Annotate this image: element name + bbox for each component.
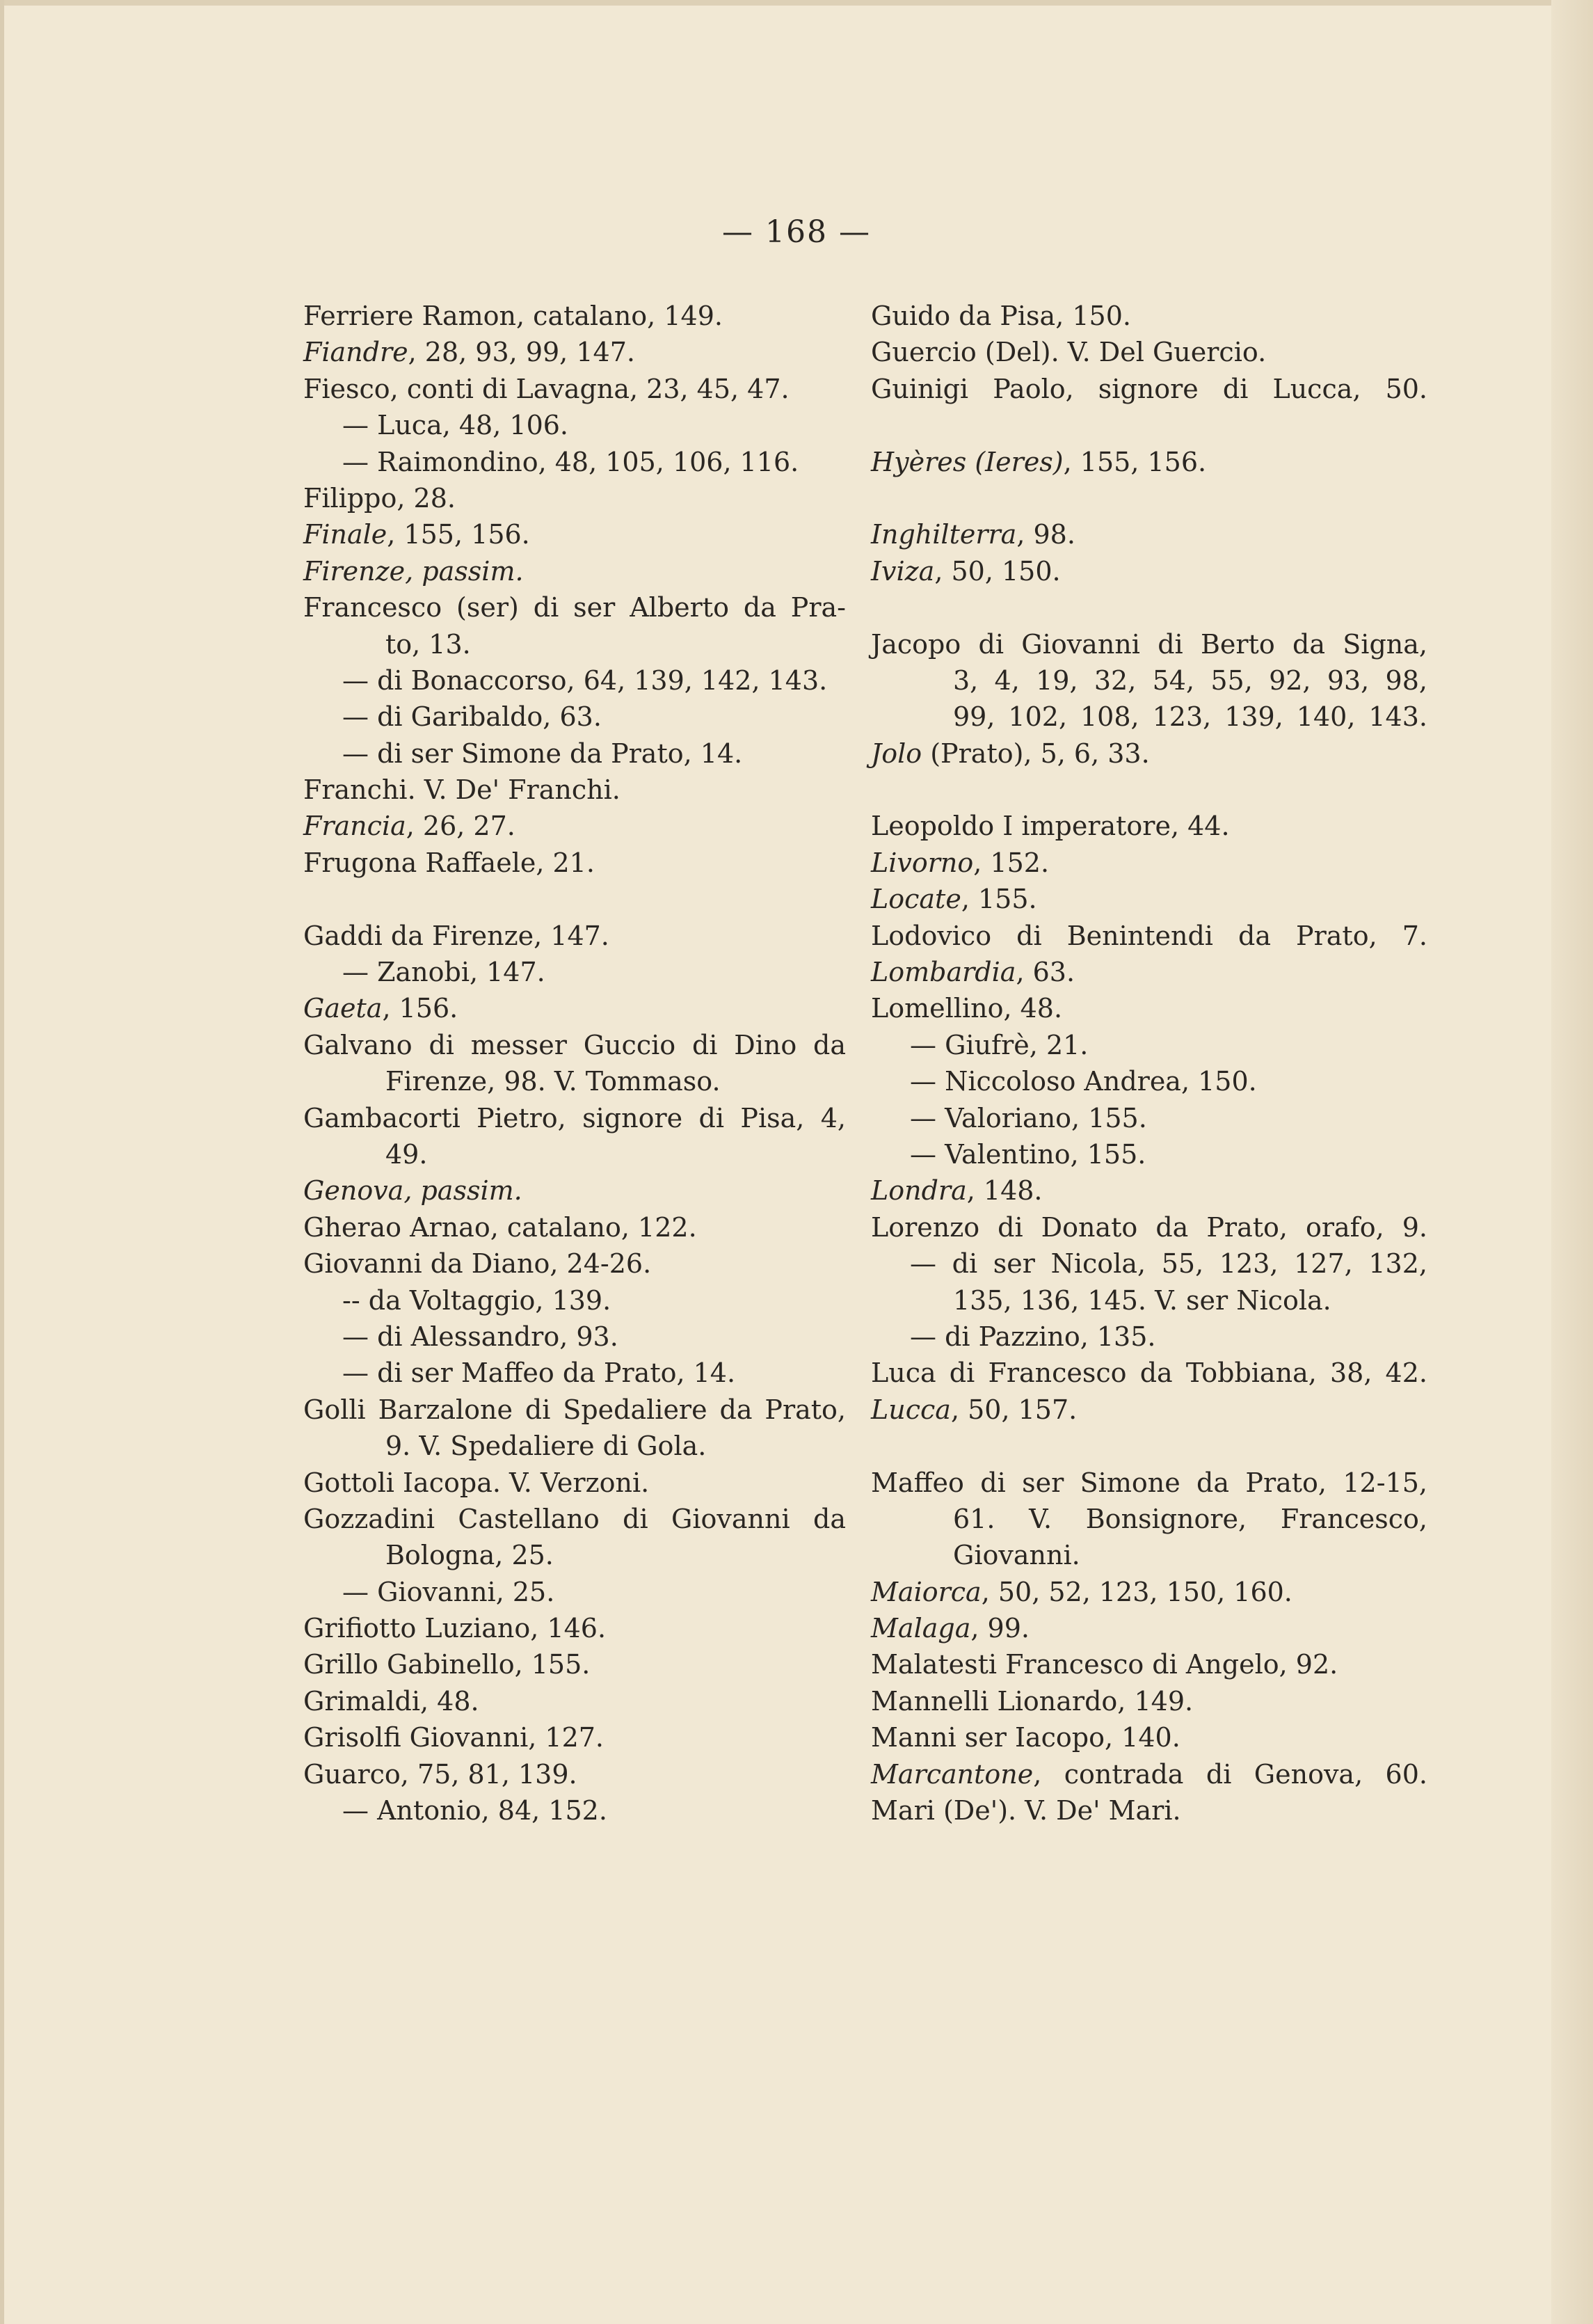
index-entry: Guercio (Del). V. Del Guercio.: [871, 337, 1267, 368]
index-place-name: Lombardia: [871, 957, 1016, 988]
index-entry: Giovanni da Diano, 24-26.: [303, 1248, 652, 1280]
index-entry: Frugona Raffaele, 21.: [303, 847, 595, 878]
section-gap: [871, 772, 1427, 808]
index-subentry: — Antonio, 84, 152.: [342, 1795, 607, 1826]
section-gap: [871, 1428, 1427, 1464]
page-edge-top: [0, 0, 1593, 6]
index-subentry: — di ser Simone da Prato, 14.: [342, 738, 743, 769]
index-references: , 98.: [1016, 519, 1075, 550]
index-entry: Galvano di messer Guccio di Dino da: [303, 1029, 846, 1060]
page-edge-right: [1551, 0, 1593, 2324]
index-entry-continuation: Giovanni.: [953, 1540, 1080, 1571]
index-subentry: — Luca, 48, 106.: [342, 410, 569, 441]
index-entry-continuation: 3, 4, 19, 32, 54, 55, 92, 93, 98,: [953, 664, 1427, 696]
index-entry: Manni ser Iacopo, 140.: [871, 1722, 1180, 1753]
index-entry: Grifiotto Luziano, 146.: [303, 1613, 607, 1644]
index-entry-continuation: 9. V. Spedaliere di Gola.: [385, 1431, 707, 1462]
section-gap: [871, 480, 1427, 516]
index-entry: Grisolfi Giovanni, 127.: [303, 1722, 605, 1753]
index-subentry: — di ser Nicola, 55, 123, 127, 132,: [910, 1248, 1427, 1280]
index-entry: Francesco (ser) di ser Alberto da Pra-: [303, 592, 846, 623]
index-place-name: Francia: [303, 811, 406, 842]
index-entry: Malatesti Francesco di Angelo, 92.: [871, 1649, 1338, 1680]
index-subentry: — Valoriano, 155.: [910, 1102, 1147, 1133]
index-entry: [303, 1172, 846, 1209]
index-entry: [871, 516, 1427, 552]
section-gap: [871, 407, 1427, 443]
index-place-name: Livorno: [871, 847, 974, 878]
index-entry: Lorenzo di Donato da Prato, orafo, 9.: [871, 1211, 1427, 1243]
index-place-name: Londra: [871, 1175, 967, 1207]
index-entry: Filippo, 28.: [303, 482, 456, 514]
index-entry: [871, 1610, 1427, 1646]
index-entry: Ferriere Ramon, catalano, 149.: [303, 301, 723, 331]
index-entry: [303, 553, 846, 589]
index-entry-continuation: 135, 136, 145. V. ser Nicola.: [953, 1284, 1331, 1316]
index-entry: [871, 845, 1427, 881]
index-place-name: Hyères (Ieres): [871, 446, 1064, 477]
index-entry: [871, 1574, 1427, 1610]
index-entry: [871, 444, 1427, 480]
index-place-name: Fiandre: [303, 337, 408, 368]
index-entry: Lomellino, 48.: [871, 993, 1063, 1024]
index-entry-continuation: Firenze, 98. V. Tommaso.: [385, 1066, 721, 1097]
index-place-name: Genova, passim.: [303, 1175, 522, 1207]
index-entry: Fiesco, conti di Lavagna, 23, 45, 47.: [303, 373, 790, 404]
index-place-name: Finale: [303, 519, 387, 550]
index-entry-continuation: Bologna, 25.: [385, 1540, 554, 1571]
index-references: , 156.: [382, 993, 458, 1024]
index-references: , 155.: [961, 884, 1037, 915]
index-entry: Guido da Pisa, 150.: [871, 301, 1131, 331]
index-entry: [303, 808, 846, 844]
index-entry-continuation: 99, 102, 108, 123, 139, 140, 143.: [953, 701, 1427, 733]
index-entry: Golli Barzalone di Spedaliere da Prato,: [303, 1394, 846, 1425]
index-entry-continuation: to, 13.: [385, 628, 471, 660]
index-entry: Leopoldo I imperatore, 44.: [871, 811, 1230, 842]
index-place-name: Lucca: [871, 1394, 951, 1425]
index-entry: Jacopo di Giovanni di Berto da Signa,: [871, 628, 1427, 660]
index-entry: [871, 553, 1427, 589]
index-entry: Franchi. V. De' Franchi.: [303, 774, 621, 806]
index-subentry: — di ser Maffeo da Prato, 14.: [342, 1358, 736, 1389]
index-references: , contrada di Genova, 60.: [1033, 1758, 1427, 1790]
index-subentry: — Giufrè, 21.: [910, 1029, 1089, 1060]
index-references: , 50, 150.: [934, 555, 1061, 587]
index-subentry: — di Garibaldo, 63.: [342, 701, 602, 733]
index-place-name: Maiorca: [871, 1576, 982, 1607]
index-subentry: — Zanobi, 147.: [342, 957, 545, 988]
index-entry: [303, 516, 846, 552]
index-place-name: Gaeta: [303, 993, 383, 1024]
index-entry: [303, 334, 846, 370]
index-references: , 50, 52, 123, 150, 160.: [981, 1576, 1292, 1607]
index-place-name: Locate: [871, 884, 961, 915]
index-entry: [871, 1392, 1427, 1428]
section-gap: [303, 881, 846, 917]
index-references: , 148.: [966, 1175, 1043, 1207]
index-subentry: — Raimondino, 48, 105, 106, 116.: [342, 446, 799, 477]
index-place-name: Malaga: [871, 1613, 971, 1644]
index-entry: Mannelli Lionardo, 149.: [871, 1685, 1194, 1717]
index-place-name: Jolo: [871, 738, 922, 769]
index-references: , 28, 93, 99, 147.: [408, 337, 635, 368]
page-number: — 168 —: [722, 214, 871, 250]
index-entry: [871, 735, 1427, 772]
index-entry: Guarco, 75, 81, 139.: [303, 1758, 577, 1790]
index-entry: Luca di Francesco da Tobbiana, 38, 42.: [871, 1358, 1427, 1389]
index-entry-continuation: 61. V. Bonsignore, Francesco,: [953, 1503, 1427, 1534]
index-entry: Guinigi Paolo, signore di Lucca, 50.: [871, 373, 1427, 404]
index-column-left: [303, 298, 846, 1829]
index-place-name: Inghilterra: [871, 519, 1017, 550]
index-place-name: Marcantone: [871, 1758, 1034, 1790]
index-subentry: — di Pazzino, 135.: [910, 1321, 1156, 1352]
index-subentry: -- da Voltaggio, 139.: [342, 1284, 611, 1316]
index-subentry: — Valentino, 155.: [910, 1138, 1146, 1170]
index-subentry: — Giovanni, 25.: [342, 1576, 555, 1607]
index-entry: [871, 1756, 1427, 1792]
index-references: , 155, 156.: [387, 519, 530, 550]
index-entry: [871, 881, 1427, 917]
index-entry: [871, 1172, 1427, 1209]
index-entry: Gozzadini Castellano di Giovanni da: [303, 1503, 846, 1534]
index-entry: Lodovico di Benintendi da Prato, 7.: [871, 920, 1427, 951]
index-entry: Mari (De'). V. De' Mari.: [871, 1795, 1181, 1826]
index-references: , 50, 157.: [950, 1394, 1078, 1425]
index-place-name: Firenze, passim.: [303, 555, 524, 587]
index-entry: [871, 954, 1427, 990]
page-edge-left: [0, 0, 4, 2324]
index-entry: Maffeo di ser Simone da Prato, 12-15,: [871, 1467, 1427, 1498]
index-references: (Prato), 5, 6, 33.: [922, 738, 1150, 769]
index-entry: Gottoli Iacopa. V. Verzoni.: [303, 1467, 650, 1498]
index-entry: [303, 990, 846, 1026]
index-subentry: — Niccoloso Andrea, 150.: [910, 1066, 1257, 1097]
index-references: , 152.: [973, 847, 1050, 878]
index-entry: Grillo Gabinello, 155.: [303, 1649, 591, 1680]
index-entry-continuation: 49.: [385, 1138, 428, 1170]
index-references: , 99.: [970, 1613, 1030, 1644]
index-entry: Gambacorti Pietro, signore di Pisa, 4,: [303, 1102, 846, 1133]
index-entry: Grimaldi, 48.: [303, 1685, 479, 1717]
section-gap: [871, 589, 1427, 626]
index-subentry: — di Bonaccorso, 64, 139, 142, 143.: [342, 664, 828, 696]
index-subentry: — di Alessandro, 93.: [342, 1321, 618, 1352]
index-column-right: [871, 298, 1427, 1829]
index-place-name: Iviza: [871, 555, 935, 587]
index-entry: Gaddi da Firenze, 147.: [303, 920, 609, 951]
index-references: , 26, 27.: [406, 811, 515, 842]
index-references: , 63.: [1016, 957, 1075, 988]
index-entry: Gherao Arnao, catalano, 122.: [303, 1211, 697, 1243]
index-references: , 155, 156.: [1063, 446, 1207, 477]
